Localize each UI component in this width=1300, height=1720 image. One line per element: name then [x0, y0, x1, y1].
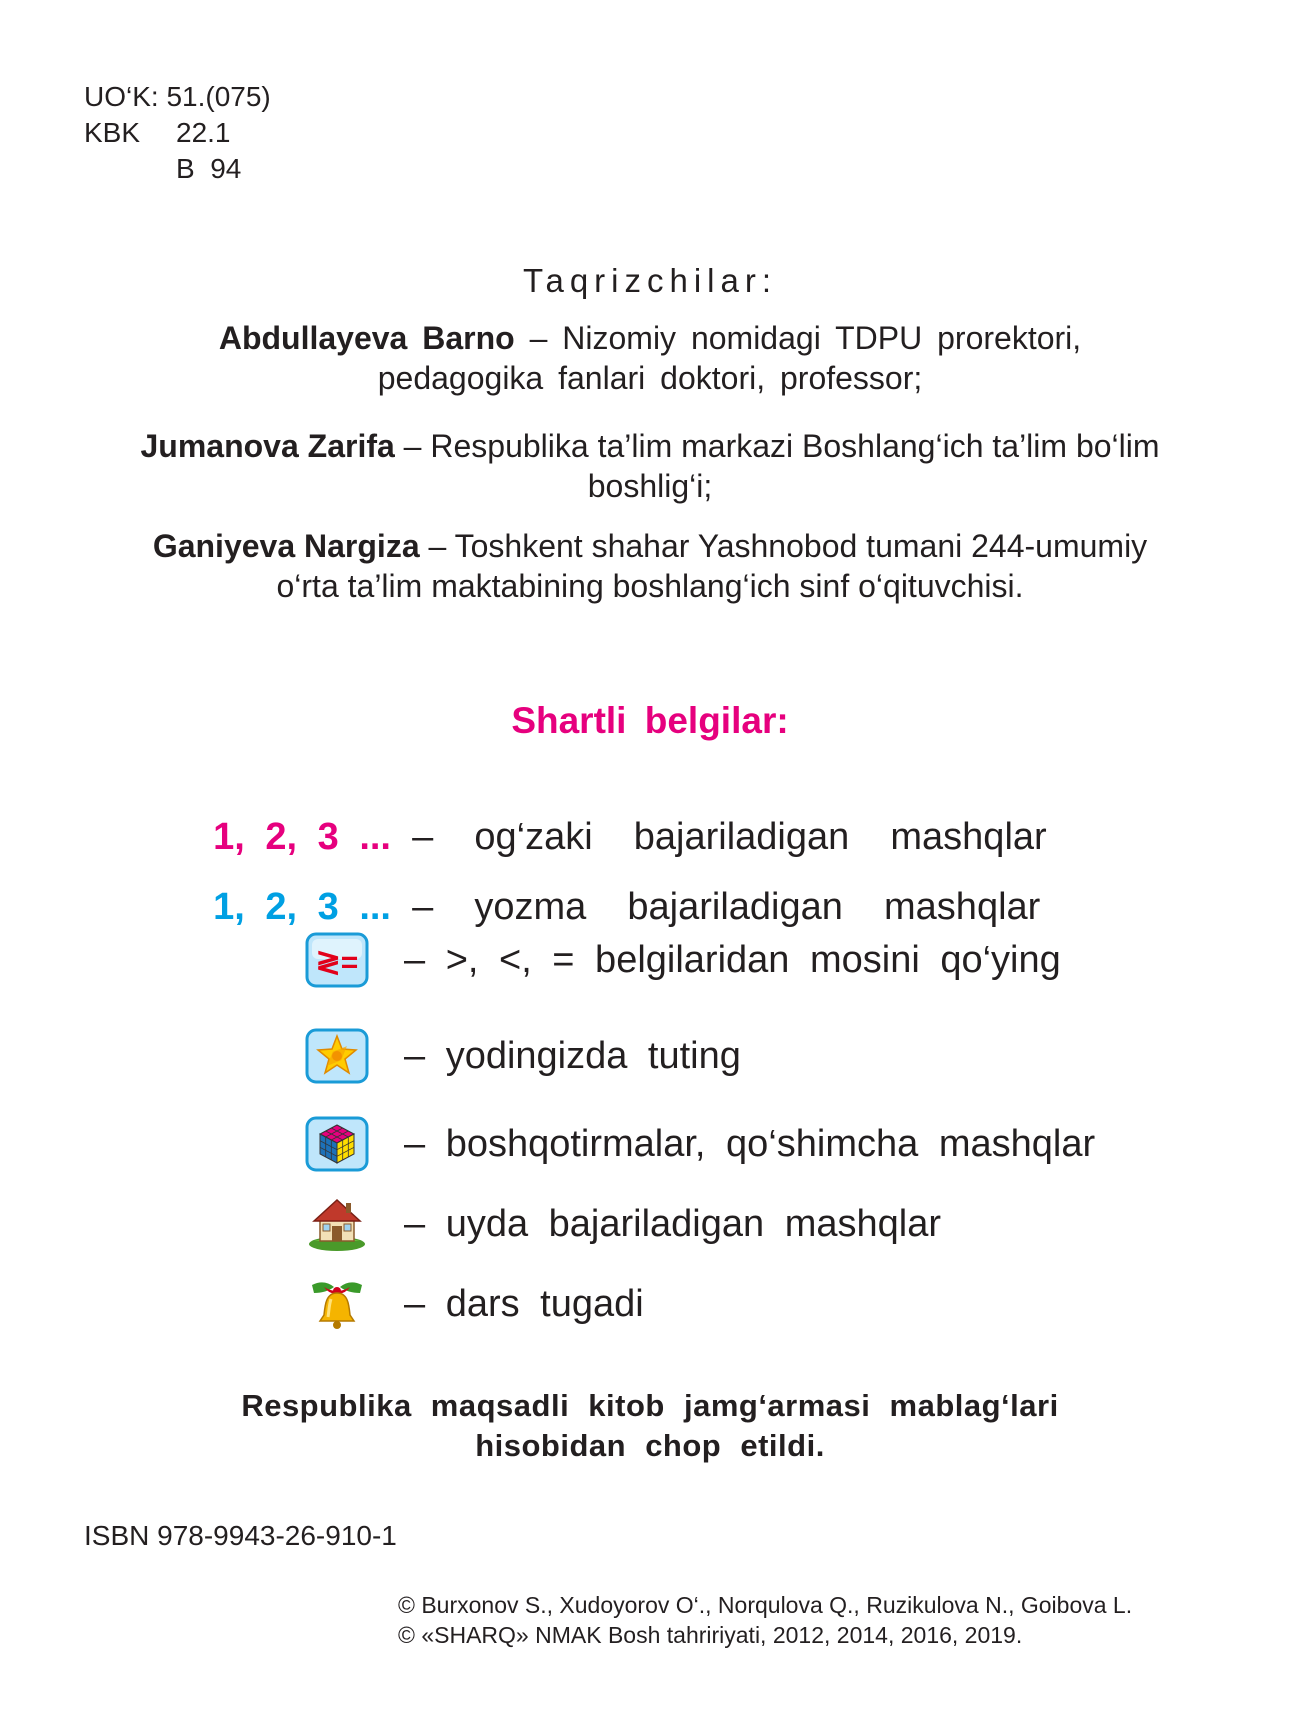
- reviewers-heading: Taqrizchilar:: [522, 262, 778, 299]
- reviewer-desc-cont: boshlig‘i;: [587, 468, 713, 504]
- catalog-b: B 94: [176, 153, 242, 184]
- reviewer-desc: – Respublika ta’lim markazi Boshlang‘ich ta’lim bo‘lim: [403, 428, 1160, 464]
- house-icon: [304, 1195, 370, 1253]
- uok-label: UO‘K:: [84, 81, 159, 112]
- kbk-label: KBK: [84, 117, 141, 148]
- reviewer-desc-cont: pedagogika fanlari doktori, professor;: [377, 360, 923, 396]
- funding-line-1: Respublika maqsadli kitob jamg‘armasi mablag‘lari: [241, 1388, 1059, 1423]
- catalog-uok: [84, 80, 271, 114]
- star-icon: [304, 1027, 370, 1085]
- reviewer-1: [70, 318, 1230, 398]
- symbol-desc: – boshqotirmalar, qo‘shimcha mashqlar: [404, 1122, 1096, 1165]
- svg-text:≷=: ≷=: [315, 946, 359, 979]
- reviewer-2: [70, 426, 1230, 506]
- isbn: ISBN 978-9943-26-910-1: [84, 1520, 397, 1551]
- funding-line-2: hisobidan chop etildi.: [475, 1428, 825, 1463]
- legend-title: Shartli belgilar:: [511, 700, 789, 741]
- reviewer-name: Jumanova Zarifa: [140, 428, 395, 464]
- legend-symbol-compare: [304, 928, 1061, 992]
- copyright-publisher: © «SHARQ» NMAK Bosh tahririyati, 2012, 2014, 2016, 2019.: [398, 1622, 1023, 1648]
- legend-symbol-remember: [304, 1024, 741, 1088]
- legend-symbol-lesson-end: [304, 1272, 644, 1336]
- symbol-desc: – uyda bajariladigan mashqlar: [404, 1202, 941, 1245]
- legend-written: [192, 838, 1040, 930]
- reviewer-desc: – Toshkent shahar Yashnobod tumani 244-umumiy: [428, 528, 1148, 564]
- reviewer-name: Abdullayeva Barno: [218, 320, 515, 356]
- written-desc: – yozma bajariladigan mashqlar: [412, 886, 1041, 928]
- kbk-value: 22.1: [176, 117, 231, 148]
- reviewer-desc: – Nizomiy nomidagi TDPU prorektori,: [529, 320, 1082, 356]
- symbol-desc: – dars tugadi: [404, 1282, 644, 1325]
- catalog-kbk: [84, 116, 231, 150]
- rubik-cube-icon: [304, 1115, 370, 1173]
- funding-note: [0, 1386, 1300, 1466]
- oral-desc: – og‘zaki bajariladigan mashqlar: [412, 816, 1047, 858]
- legend-symbol-puzzles: [304, 1112, 1095, 1176]
- copyright-authors: © Burxonov S., Xudoyorov O‘., Norqulova Q., Ruzikulova N., Goibova L.: [398, 1592, 1133, 1618]
- comparison-signs-icon: [304, 931, 370, 989]
- bell-icon: [304, 1275, 370, 1333]
- symbol-desc: – >, <, = belgilaridan mosini qo‘ying: [404, 938, 1061, 981]
- symbol-desc: – yodingizda tuting: [404, 1034, 741, 1077]
- written-numbers: 1, 2, 3 ...: [213, 886, 391, 928]
- uok-value: 51.(075): [166, 81, 271, 112]
- legend-symbol-homework: [304, 1192, 941, 1256]
- reviewer-name: Ganiyeva Nargiza: [152, 528, 420, 564]
- reviewer-3: [70, 526, 1230, 606]
- reviewer-desc-cont: o‘rta ta’lim maktabining boshlang‘ich sinf o‘qituvchisi.: [276, 568, 1024, 604]
- oral-numbers: 1, 2, 3 ...: [213, 816, 391, 858]
